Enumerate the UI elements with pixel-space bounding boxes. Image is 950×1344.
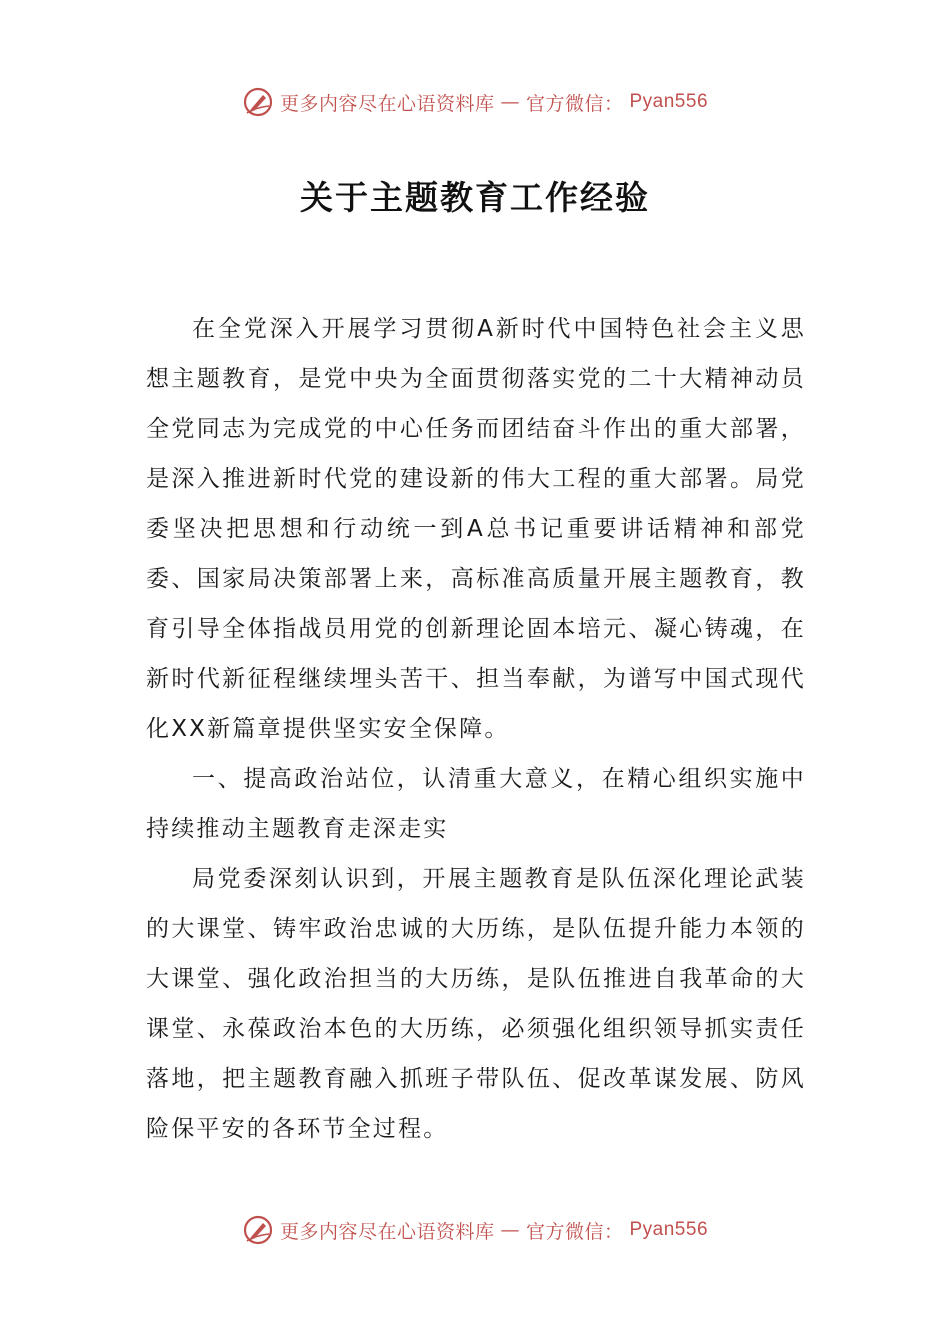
watermark-contact-label: 官方微信： <box>525 1220 624 1243</box>
pen-logo-icon <box>242 1214 274 1246</box>
document-title: 关于主题教育工作经验 <box>300 178 650 217</box>
header-watermark <box>0 82 950 122</box>
watermark-wechat-id: Pyan556 <box>629 1219 709 1240</box>
watermark-main-text: 更多内容尽在心语资料库 <box>279 92 495 115</box>
paragraph-section-1: 局党委深刻认识到，开展主题教育是队伍深化理论武装的大课堂、铸牢政治忠诚的大历练，是队伍提升能力本领的大课堂、强化政治担当的大历练，是队伍推进自我革命的大课堂、永葆政治本色的大历练，必须强化组织领导抓实责任落地，把主题教育融入抓班子带队伍、促改革谋发展、防风险保平安的各环节全过程。 <box>146 866 806 1142</box>
pen-logo-icon <box>242 86 274 118</box>
document-body <box>146 304 806 1154</box>
watermark-dash: — <box>500 91 520 113</box>
footer-watermark <box>0 1210 950 1250</box>
watermark-main-text: 更多内容尽在心语资料库 <box>279 1220 495 1243</box>
watermark-dash: — <box>500 1219 520 1241</box>
watermark-wechat-id: Pyan556 <box>629 91 709 112</box>
watermark-contact-label: 官方微信： <box>525 92 624 115</box>
section-heading-1: 一、提高政治站位，认清重大意义，在精心组织实施中持续推动主题教育走深走实 <box>146 766 806 842</box>
paragraph-intro: 在全党深入开展学习贯彻A新时代中国特色社会主义思想主题教育，是党中央为全面贯彻落实党的二十大精神动员全党同志为完成党的中心任务而团结奋斗作出的重大部署，是深入推进新时代党的建设新的伟大工程的重大部署。局党委坚决把思想和行动统一到A总书记重要讲话精神和部党委、国家局决策部署上来，高标准高质量开展主题教育，教育引导全体指战员用党的创新理论固本培元、凝心铸魂，在新时代新征程继续埋头苦干、担当奉献，为谱写中国式现代化XX新篇章提供坚实安全保障。 <box>146 316 806 742</box>
